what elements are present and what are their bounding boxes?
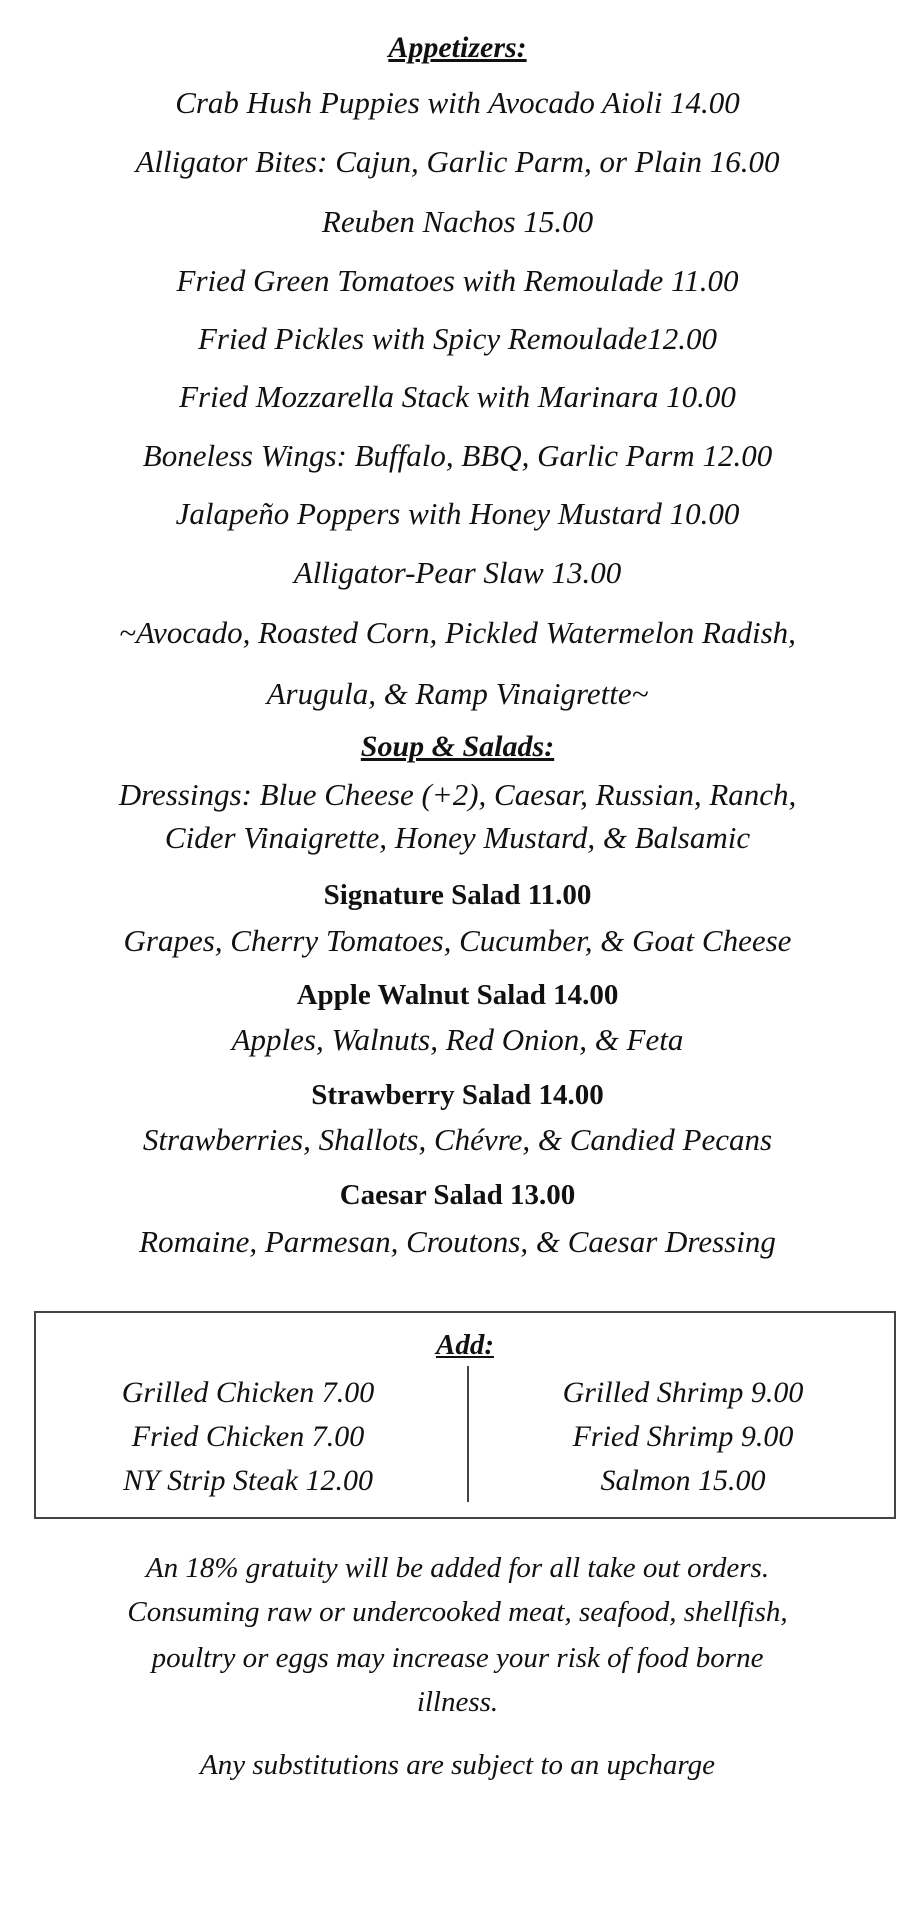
add-ons-right-column bbox=[483, 1371, 883, 1503]
salad-name: Signature Salad 11.00 bbox=[323, 879, 592, 911]
add-ons-left-column bbox=[48, 1371, 448, 1503]
salad-name: Caesar Salad 13.00 bbox=[339, 1179, 576, 1211]
add-on-item: Fried Shrimp 9.00 bbox=[572, 1420, 794, 1453]
add-on-item: Fried Chicken 7.00 bbox=[131, 1420, 365, 1453]
salad-description: Apples, Walnuts, Red Onion, & Feta bbox=[231, 1022, 684, 1057]
salad-name: Strawberry Salad 14.00 bbox=[311, 1079, 604, 1111]
salad-description: Grapes, Cherry Tomatoes, Cucumber, & Goat Cheese bbox=[123, 923, 792, 958]
add-ons-box bbox=[34, 1311, 896, 1519]
appetizer-item: Fried Pickles with Spicy Remoulade12.00 bbox=[197, 321, 718, 356]
appetizer-item: Alligator-Pear Slaw 13.00 bbox=[293, 555, 622, 590]
appetizer-item: Alligator Bites: Cajun, Garlic Parm, or Plain 16.00 bbox=[135, 144, 780, 179]
salad-description: Romaine, Parmesan, Croutons, & Caesar Dressing bbox=[139, 1224, 776, 1259]
add-on-item: Grilled Shrimp 9.00 bbox=[562, 1376, 804, 1409]
soup-salads-heading: Soup & Salads: bbox=[360, 730, 555, 763]
gratuity-note: An 18% gratuity will be added for all take out orders. bbox=[145, 1552, 770, 1584]
salad-name: Apple Walnut Salad 14.00 bbox=[296, 979, 619, 1011]
add-ons-divider bbox=[467, 1366, 469, 1502]
salad-description: Strawberries, Shallots, Chévre, & Candied Pecans bbox=[142, 1122, 773, 1157]
appetizer-item: Boneless Wings: Buffalo, BBQ, Garlic Parm 12.00 bbox=[142, 438, 773, 473]
appetizer-item: Crab Hush Puppies with Avocado Aioli 14.00 bbox=[175, 85, 740, 120]
add-on-item: Salmon 15.00 bbox=[600, 1464, 766, 1497]
appetizer-item: Fried Green Tomatoes with Remoulade 11.00 bbox=[176, 263, 739, 298]
food-safety-note: poultry or eggs may increase your risk of food borne bbox=[151, 1642, 764, 1674]
dressings-line: Cider Vinaigrette, Honey Mustard, & Balsamic bbox=[164, 820, 751, 855]
food-safety-note: illness. bbox=[416, 1686, 499, 1718]
slaw-description: ~Avocado, Roasted Corn, Pickled Watermelon Radish, bbox=[119, 615, 796, 650]
add-on-item: NY Strip Steak 12.00 bbox=[122, 1464, 373, 1497]
appetizer-item: Fried Mozzarella Stack with Marinara 10.00 bbox=[179, 379, 736, 414]
appetizers-heading: Appetizers: bbox=[388, 31, 527, 64]
add-ons-heading: Add: bbox=[436, 1329, 494, 1361]
appetizer-item: Reuben Nachos 15.00 bbox=[321, 204, 594, 239]
add-on-item: Grilled Chicken 7.00 bbox=[121, 1376, 375, 1409]
slaw-description: Arugula, & Ramp Vinaigrette~ bbox=[266, 676, 649, 711]
substitutions-note: Any substitutions are subject to an upcharge bbox=[200, 1749, 715, 1781]
dressings-line: Dressings: Blue Cheese (+2), Caesar, Russian, Ranch, bbox=[118, 777, 797, 812]
appetizer-item: Jalapeño Poppers with Honey Mustard 10.00 bbox=[175, 496, 740, 531]
food-safety-note: Consuming raw or undercooked meat, seafood, shellfish, bbox=[127, 1596, 788, 1628]
